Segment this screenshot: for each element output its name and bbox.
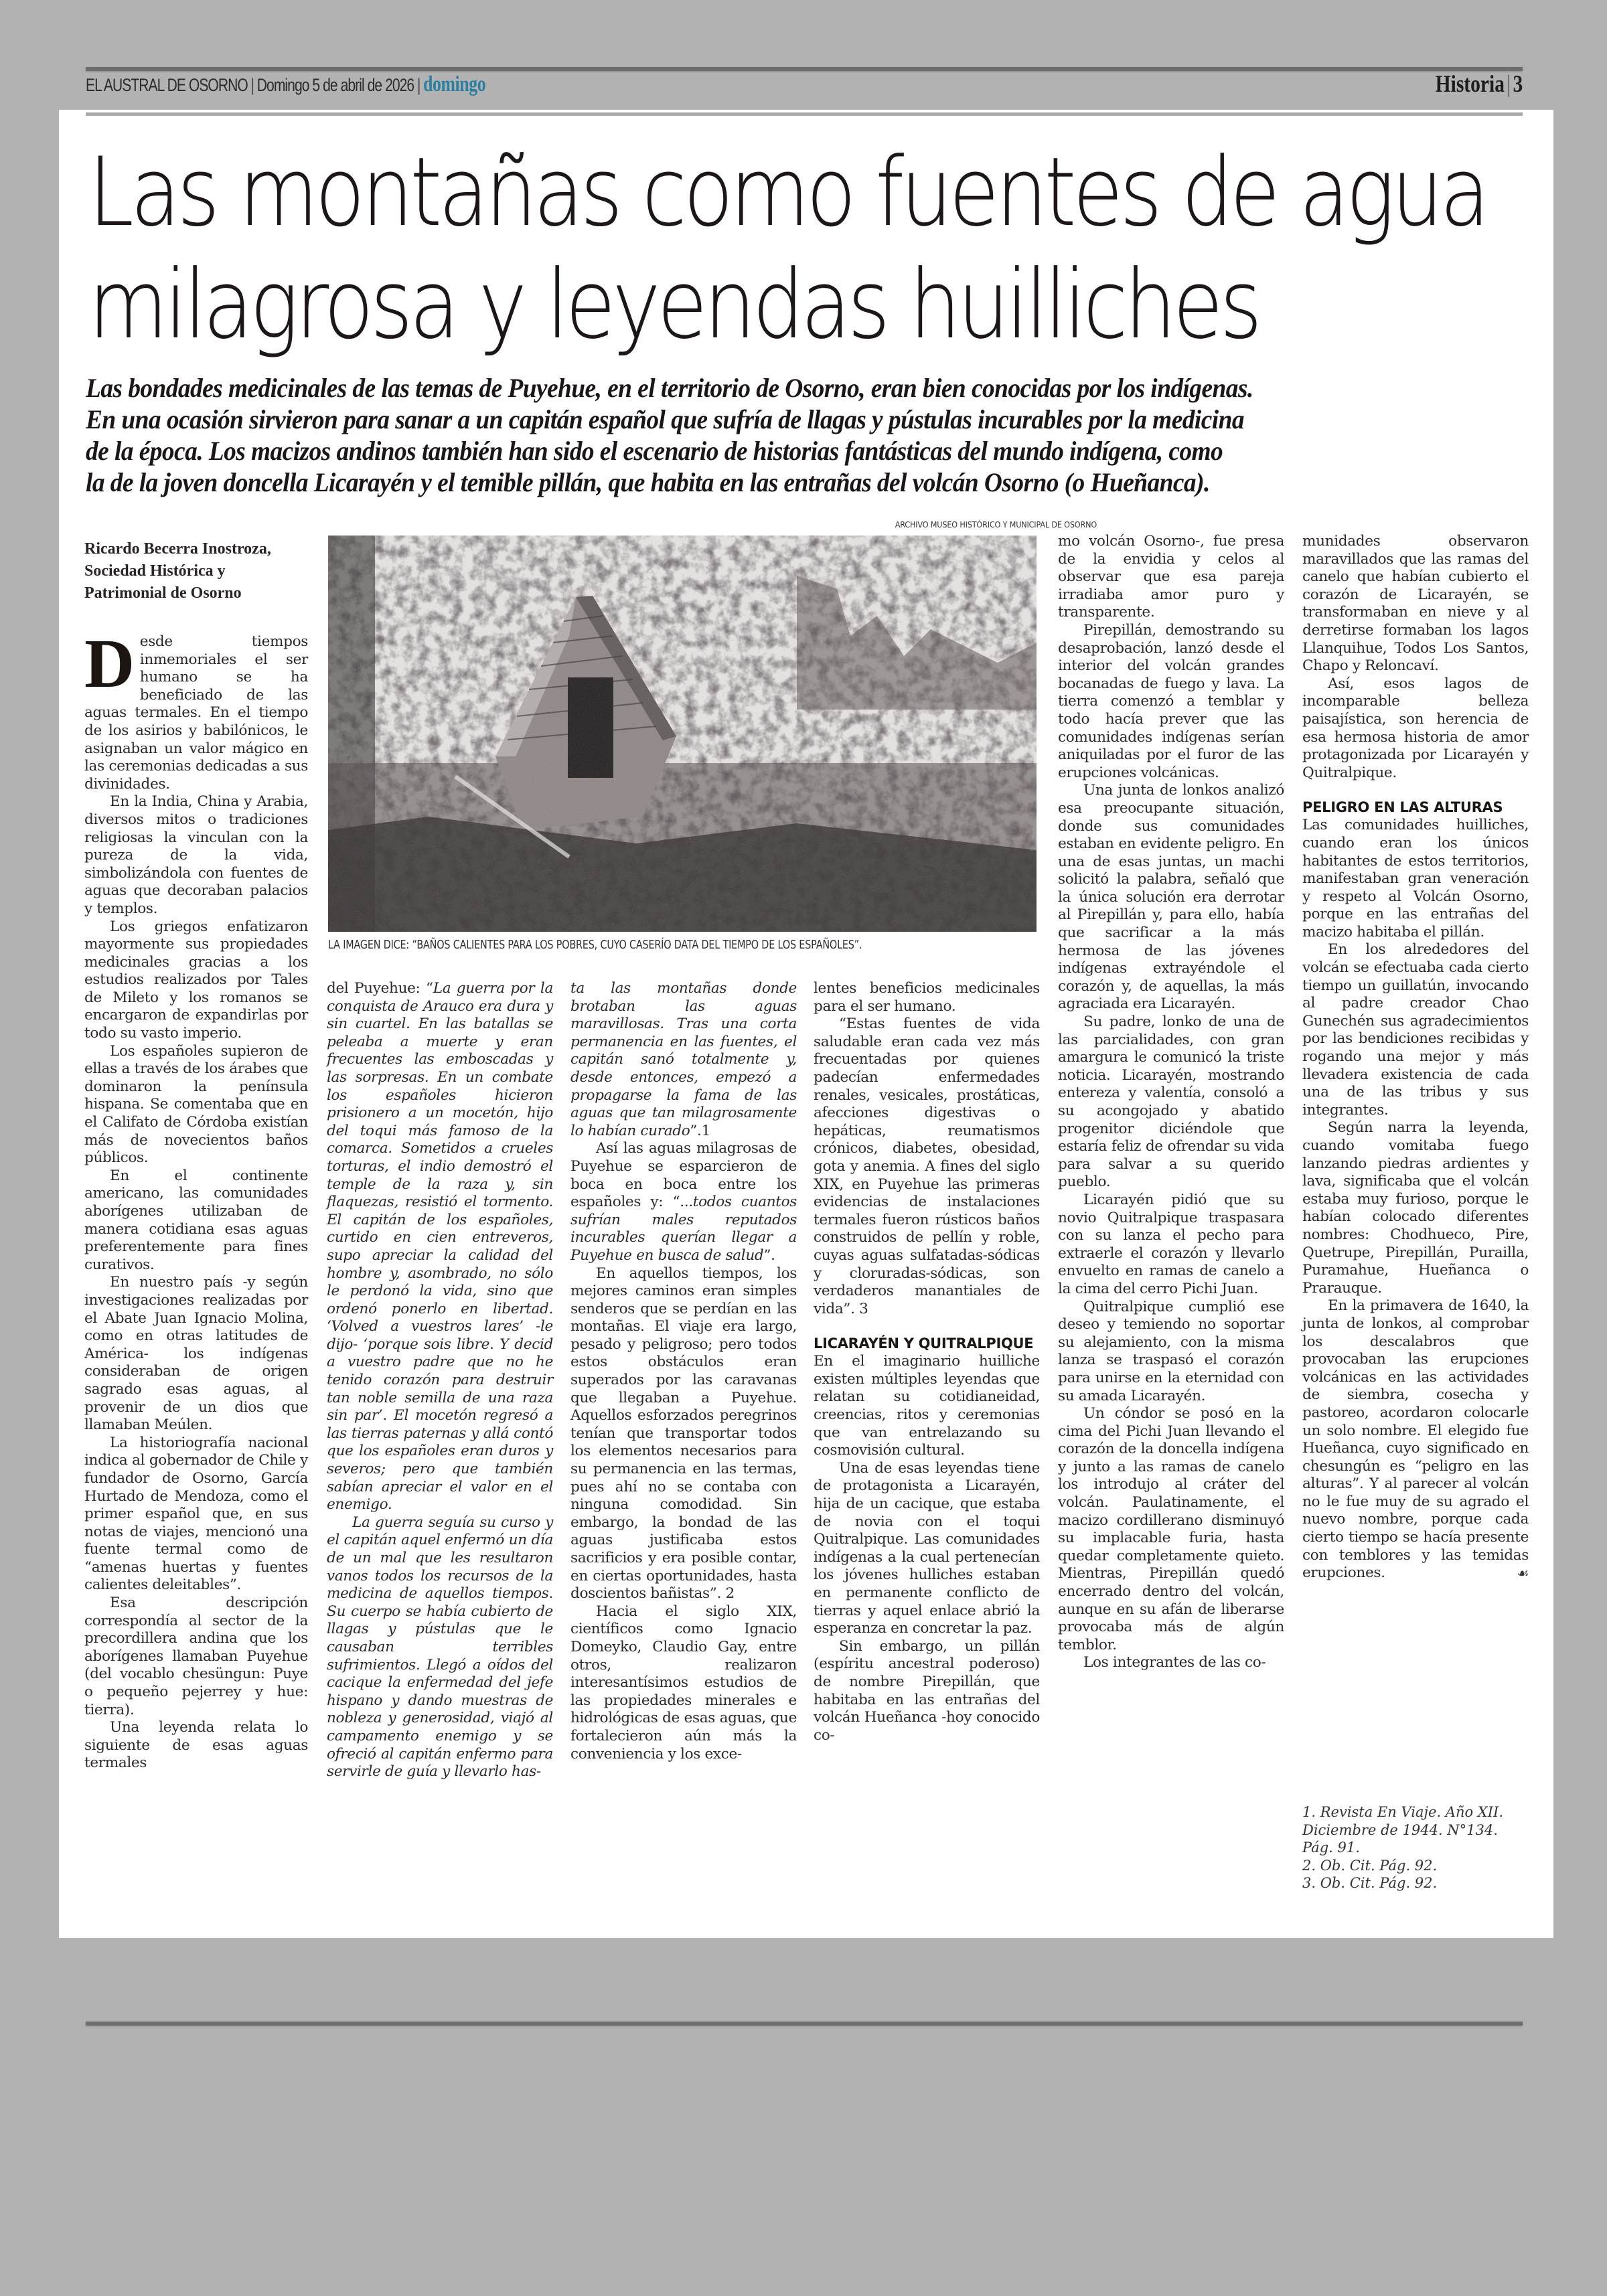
photo-caption: LA IMAGEN DICE: “BAÑOS CALIENTES PARA LOS POBRES, CUYO CASERÍO DATA DEL TIEMPO DE LOS ESPAÑOLES”. [328, 938, 862, 952]
deck-line: de la época. Los macizos andinos también han sido el escenario de historias fantásticas del mundo indígena, como [86, 436, 1223, 466]
drop-cap: D [84, 625, 135, 702]
quoted-legend-text: La guerra por la conquista de Arauco era dura y sin cuartel. En las batallas se peleaba a muerte y eran frecuentes las emboscadas y las sorpresas. En un combate los españoles hicieron prisionero a un mocetón, hijo del toqui más famoso de la comarca. Sometidos a crueles torturas, el indio demostró el temple de la raza y, sin flaquezas, resistió el tormento. El capitán de los españoles, curtido en cien entreveros, supo apreciar la calidad del hombre y, asombrado, no sólo le perdonó la vida, sino que ordenó ponerlo en libertad. ‘Volved a vuestros lares’ -le dijo- ‘porque sois libre. Y decid a vuestro padre que no he tenido corazón para destruir tan noble semilla de una raza sin par’. El mocetón regresó a las tierras paternas y allá contó que los españoles eran duros y severos; pero que también sabían apreciar el valor en el enemigo. [327, 980, 553, 1513]
header-separator: | [1507, 70, 1511, 97]
paragraph: Los griegos enfatizaron mayormente sus propiedades medicinales gracias a los estudios realizados por Tales de Mileto y los romanos se encargaron de expandirlas por todo su vasto imperio. [84, 918, 308, 1042]
deck-line: la de la joven doncella Licarayén y el temible pillán, que habita en las entrañas del volcán Osorno (o Hueñanca). [86, 467, 1210, 497]
byline [84, 538, 312, 604]
quoted-legend-text: ta las montañas donde brotaban las aguas maravillosas. Tras una corta permanencia en las fuentes, el capitán sanó totalmente y, desde entonces, empezó a propagarse la fama de las aguas que tan milagrosamente lo habían curado [570, 980, 797, 1139]
photo-credit: ARCHIVO MUSEO HISTÓRICO Y MUNICIPAL DE OSORNO [895, 519, 1097, 529]
footnote-ref: ”.1 [690, 1122, 710, 1139]
header-right [1435, 70, 1523, 98]
title-line: Las montañas como fuentes de agua [88, 137, 1487, 248]
subheading: PELIGRO EN LAS ALTURAS [1302, 799, 1503, 816]
paragraph: lentes beneficios medicinales para el ser humano. [814, 980, 1040, 1015]
text-column-6 [1302, 533, 1529, 1582]
text-column-3 [570, 980, 797, 1763]
text-column-2 [327, 980, 553, 1781]
paragraph [570, 1140, 797, 1264]
paragraph: Los integrantes de las co- [1083, 1654, 1266, 1671]
section-brand: domingo [423, 72, 486, 96]
header-separator: | [416, 75, 420, 95]
paragraph: Una junta de lonkos analizó esa preocupante situación, donde sus comunidades estaban en evidente peligro. En una de esas juntas, un machi solicitó la palabra, señaló que la única solución era derrotar al Pirepillán y, para ello, había que sacrificar a la más hermosa de las jóvenes indígenas extrayéndole el corazón y, de aquellas, la más agraciada era Licarayén. [1058, 782, 1284, 1013]
paragraph: Sin embargo, un pillán (espíritu ancestral poderoso) de nombre Pirepillán, que habitaba en las entrañas del volcán Hueñanca -hoy conocido co- [814, 1637, 1040, 1744]
text-column-1 [84, 625, 308, 1773]
page-top-rule [86, 112, 1523, 116]
header-separator: | [250, 75, 254, 95]
bottom-rule [86, 2022, 1523, 2026]
publication-name: EL AUSTRAL DE OSORNO [86, 75, 248, 95]
newspaper-page [59, 110, 1553, 1938]
paragraph [570, 980, 797, 1140]
paragraph: Una leyenda relata lo siguiente de esas aguas termales [84, 1719, 308, 1772]
article-deck [86, 372, 1538, 498]
subheading: LICARAYÉN Y QUITRALPIQUE [814, 1335, 1034, 1352]
author-name: Ricardo Becerra Inostroza, [84, 540, 271, 558]
text-column-4 [814, 980, 1040, 1744]
paragraph: Según narra la leyenda, cuando vomitaba fuego lanzando piedras ardientes y lava, significaba que el volcán estaba muy furioso, porque le habían colocado diferentes nombres: Chodhueco, Pire, Quetrupe, Pirepillán, Puraillа, Puramahue, Hueñanca o Prarauque. [1302, 1119, 1529, 1297]
section-name: Historia [1435, 70, 1505, 97]
paragraph: Una de esas leyendas tiene de protagonista a Licarayén, hija de un cacique, que estaba de novia con el toqui Quitralpique. Las comunidades indígenas a la cual pertenecían los jóvenes hulliches estaban en permanente conflicto de tierras y aquel enlace abrió la esperanza en concretar la paz. [814, 1459, 1040, 1637]
paragraph [327, 980, 553, 1514]
author-affiliation: Sociedad Histórica y [84, 562, 226, 580]
page-header [86, 70, 1523, 96]
paragraph: Quitralpique cumplió ese deseo y temiendo no soportar su alejamiento, con la misma lanza se traspasó el corazón para unirse en la eternidad con su amada Licarayén. [1058, 1298, 1284, 1404]
paragraph: En nuestro país -y según investigaciones realizadas por el Abate Juan Ignacio Molina, como en otras latitudes de América- los indígenas consideraban de origen sagrado esas aguas, al provenir de un dios que llamaban Meúlen. [84, 1274, 308, 1434]
quoted-text: ...todos cuantos sufrían males reputados incurables querían llegar a Puyehue en busca de salud [570, 1194, 797, 1264]
text-column-5 [1058, 533, 1284, 1672]
author-affiliation: Patrimonial de Osorno [84, 584, 242, 602]
paragraph-text: esde tiempos inmemoriales el ser humano se ha beneficiado de las aguas termales. En el tiempo de los asirios y babilónicos, le asignaban un valor mágico en las ceremonias dedicadas a sus divinidades. [84, 633, 308, 793]
paragraph: En el continente americano, las comunidades aborígenes utilizaban de manera cotidiana esas aguas preferentemente para fines curativos. [84, 1167, 308, 1273]
paragraph: “Estas fuentes de vida saludable eran cada vez más frecuentadas por quienes padecían enfermedades renales, vesicales, prostáticas, afecciones digestivas o hepáticas, reumatismos crónicos, diabetes, obesidad, gota y anemia. A fines del siglo XIX, en Puyehue las primeras evidencias de instalaciones termales fueron rústicos baños construidos de pellín y roble, cuyas aguas sulfatadas-sódicas y cloruradas-sódicas, son verdaderos manantiales de vida”. 3 [814, 1015, 1040, 1317]
paragraph: En aquellos tiempos, los mejores caminos eran simples senderos que se perdían en las montañas. El viaje era largo, pesado y peligroso; pero todos estos obstáculos eran superados por las caravanas que llegaban a Puyehue. Aquellos esforzados peregrinos tenían que transportar todos los elementos necesarios para su permanencia en las termas, pues ahí no se contaba con ninguna comodidad. Sin embargo, la bondad de las aguas justificaba estos sacrificios y era posible contar, en ciertas oportunidades, hasta doscientos bañistas”. 2 [570, 1264, 797, 1603]
article-photo [328, 536, 1037, 932]
paragraph: Un cóndor se posó en la cima del Pichi Juan llevando el corazón de la doncella indígena y junto a las ramas de canelo los introdujo al cráter del volcán. Paulatinamente, el macizo cordillerano disminuyó su implacable furia, hasta quedar completamente quieto. Mientras, Pirepillán quedó encerrado dentro del volcán, aunque en su afán de liberarse provocaba más de algún temblor. [1058, 1405, 1284, 1653]
paragraph: Pirepillán, demostrando su desaprobación, lanzó desde el interior del volcán grandes bocanadas de fuego y lava. La tierra comenzó a temblar y todo hacía prever que las comunidades indígenas serían aniquiladas por el furor de las erupciones volcánicas. [1058, 621, 1284, 781]
footnote: 2. Ob. Cit. Pág. 92. [1302, 1857, 1438, 1874]
paragraph: En los alrededores del volcán se efectuaba cada cierto tiempo un guillatún, invocando al padre creador Chao Gunechén sus agradecimientos por las bendiciones recibidas y rogando una mejor y más llevadera existencia de cada una de las tribus y sus integrantes. [1302, 941, 1529, 1119]
page-number: 3 [1513, 70, 1523, 97]
article-title [88, 137, 1487, 361]
paragraph: Su padre, lonko de una de las parcialidades, con gran amargura le comunicó la triste noticia. Licarayén, mostrando entereza y valentía, consoló a su acongojado y abatido progenitor diciéndole que estaría feliz de ofrendar su vida para salvar a su querido pueblo. [1058, 1013, 1284, 1191]
paragraph [84, 625, 308, 793]
paragraph: Licarayén pidió que su novio Quitralpique traspasara con su lanza el pecho para extraerle el corazón y llevarlo envuelto en ramas de canelo a la cima del cerro Pichi Juan. [1058, 1191, 1284, 1297]
footnote: 3. Ob. Cit. Pág. 92. [1302, 1875, 1438, 1891]
film-grain [328, 536, 1037, 932]
paragraph-text: ”. [763, 1246, 775, 1264]
paragraph: munidades observaron maravillados que las ramas del canelo que habían cubierto el corazón de Licarayén, se transformaban en nieve y al derretirse formaban los lagos Llanquihue, Todos Los Santos, Chapo y Reloncaví. [1302, 533, 1529, 675]
bath-hut-photo [328, 536, 1037, 932]
deck-line: Las bondades medicinales de las temas de Puyehue, en el territorio de Osorno, eran bien conocidas por los indígenas. [86, 373, 1253, 403]
paragraph-text: En la primavera de 1640, la junta de lonkos, al comprobar los descalabros que provocaban las erupciones volcánicas en las actividades de siembra, cosecha y pastoreo, acordaron colocarle un solo nombre. El elegido fue Hueñanca, cuyo significado en chesungún es “peligro en las alturas”. Y al parecer al volcán no le fue muy de su agrado el nuevo nombre, porque cada cierto tiempo se hacía presente con temblores y las temidas erupciones. [1302, 1297, 1529, 1582]
paragraph: Las comunidades huilliches, cuando eran los únicos habitantes de estos territorios, manifestaban gran veneración y respeto al Volcán Osorno, porque en las entrañas del macizo habitaba el pillán. [1302, 817, 1529, 940]
publication-date: Domingo 5 de abril de 2026 [256, 75, 414, 95]
paragraph [1302, 1297, 1529, 1582]
paragraph-text: Así las aguas milagrosas de Puyehue se esparcieron de boca en boca entre los españoles y: “ [570, 1140, 797, 1211]
footnotes [1302, 1803, 1529, 1892]
paragraph: La historiografía nacional indica al gobernador de Chile y fundador de Osorno, García Hurtado de Mendoza, como el primer español que, en sus notas de viajes, mencionó una fuente termal como de “amenas huertas y fuentes calientes deleitables”. [84, 1434, 308, 1594]
quoted-legend-paragraph: La guerra seguía su curso y el capitán aquel enfermó un día de un mal que les resultaron vanos todos los recursos de la medicina de aquellos tiempos. Su cuerpo se había cubierto de llagas y pústulas que le causaban terribles sufrimientos. Llegó a oídos del cacique la enfermedad del jefe hispano y dando muestras de nobleza y generosidad, viajó al campamento enemigo y se ofreció al capitán enfermo para servirle de guía y llevarlo has- [327, 1513, 553, 1781]
paragraph: mo volcán Osorno-, fue presa de la envidia y celos al observar que esa pareja irradiaba amor puro y transparente. [1058, 533, 1284, 621]
paragraph: Los españoles supieron de ellas a través de los árabes que dominaron la península hispana. Se comentaba que en el Califato de Córdoba existían más de novecientos baños públicos. [84, 1042, 308, 1167]
title-line: milagrosa y leyendas huilliches [88, 250, 1259, 360]
paragraph: En el imaginario huilliche existen múltiples leyendas que relatan su cotidianeidad, creencias, ritos y ceremonias que van entrelazando su cosmovisión cultural. [814, 1353, 1040, 1459]
paragraph: Esa descripción correspondía al sector de la precordillera andina que los aborígenes llamaban Puyehue (del vocablo chesüngun: Puye o pequeño pejerrey y hue: tierra). [84, 1594, 308, 1718]
header-left [86, 72, 485, 97]
deck-line: En una ocasión sirvieron para sanar a un capitán español que sufría de llagas y pústulas incurables por la medicina [86, 404, 1244, 434]
paragraph: Hacia el siglo XIX, científicos como Ignacio Domeyko, Claudio Gay, entre otros, realizaron interesantísimos estudios de las propiedades minerales e hidrológicas de esas aguas, que fortalecieron aún más la conveniencia y los exce- [570, 1603, 797, 1762]
paragraph: En la India, China y Arabia, diversos mitos o tradiciones religiosas la vinculan con la pureza de la vida, simbolizándola con fuentes de aguas que decoraban palacios y templos. [84, 793, 308, 917]
footnote: 1. Revista En Viaje. Año XII. Diciembre de 1944. N°134. Pág. 91. [1302, 1804, 1504, 1856]
paragraph: Así, esos lagos de incomparable belleza paisajística, son herencia de esa hermosa historia de amor protagonizada por Licarayén y Quitralpique. [1302, 675, 1529, 781]
paragraph-text: del Puyehue: “ [327, 980, 433, 997]
end-of-article-icon: ☙ [1517, 1565, 1529, 1582]
